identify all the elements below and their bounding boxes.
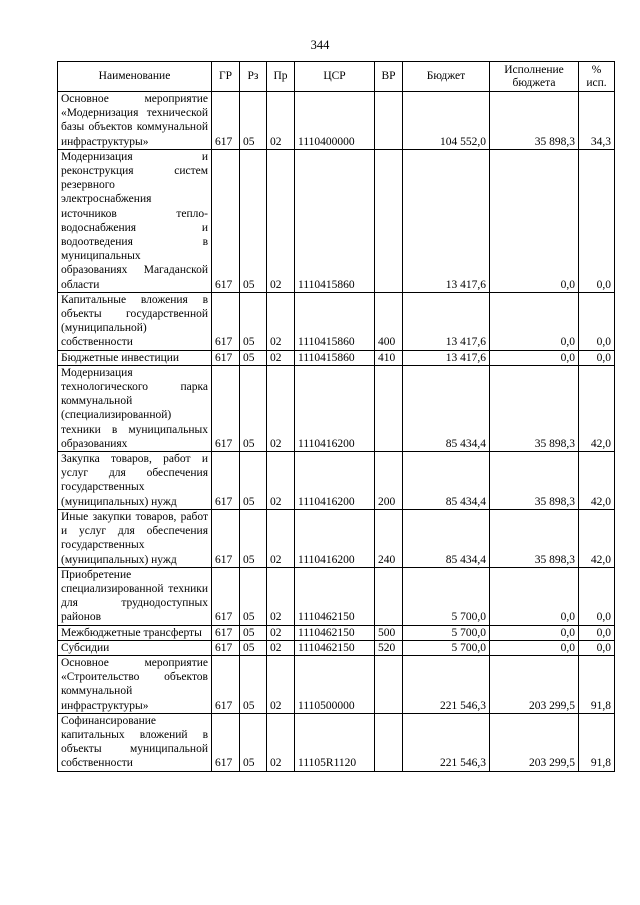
row-vr: 200 (375, 452, 403, 510)
row-vr (375, 92, 403, 150)
row-name: Модернизация технологического парка коммунальной (специализированной) техники в муниципальных образованиях (58, 365, 212, 451)
row-pct: 42,0 (579, 452, 615, 510)
table-row (58, 149, 615, 292)
table-row (58, 713, 615, 771)
row-budget: 13 417,6 (403, 292, 490, 350)
row-name: Основное мероприятие «Модернизация технической базы объектов коммунальной инфраструктуры» (58, 92, 212, 150)
row-gr: 617 (212, 149, 240, 292)
row-rz: 05 (240, 452, 267, 510)
header-name: Наименование (58, 62, 212, 92)
row-csr: 1110415860 (295, 292, 375, 350)
table-row (58, 365, 615, 451)
row-rz: 05 (240, 509, 267, 567)
row-pct: 0,0 (579, 292, 615, 350)
row-exec: 0,0 (490, 292, 579, 350)
row-gr: 617 (212, 509, 240, 567)
table-row (58, 640, 615, 655)
row-pr: 02 (267, 509, 295, 567)
row-name: Основное мероприятие «Строительство объектов коммунальной инфраструктуры» (58, 655, 212, 713)
row-gr: 617 (212, 640, 240, 655)
row-budget: 5 700,0 (403, 640, 490, 655)
row-rz: 05 (240, 149, 267, 292)
row-pr: 02 (267, 350, 295, 365)
row-pct: 91,8 (579, 655, 615, 713)
row-pct: 42,0 (579, 509, 615, 567)
row-rz: 05 (240, 350, 267, 365)
table-row (58, 655, 615, 713)
page-number: 344 (310, 38, 330, 52)
row-name: Межбюджетные трансферты (58, 625, 212, 640)
row-gr: 617 (212, 713, 240, 771)
row-csr: 1110462150 (295, 640, 375, 655)
row-gr: 617 (212, 625, 240, 640)
row-pct: 0,0 (579, 149, 615, 292)
row-vr: 400 (375, 292, 403, 350)
row-csr: 1110416200 (295, 365, 375, 451)
row-exec: 0,0 (490, 567, 579, 625)
row-vr: 410 (375, 350, 403, 365)
row-gr: 617 (212, 365, 240, 451)
row-rz: 05 (240, 292, 267, 350)
row-name: Модернизация и реконструкция систем резервного электроснабжения источников тепло-водоснабжения и водоотведения в муниципальных образованиях Магаданской области (58, 149, 212, 292)
budget-table (57, 61, 615, 772)
table-header-row (58, 62, 615, 92)
row-budget: 13 417,6 (403, 149, 490, 292)
row-budget: 85 434,4 (403, 365, 490, 451)
row-exec: 203 299,5 (490, 713, 579, 771)
row-pr: 02 (267, 149, 295, 292)
row-pct: 91,8 (579, 713, 615, 771)
row-budget: 85 434,4 (403, 452, 490, 510)
header-gr: ГР (212, 62, 240, 92)
row-name: Закупка товаров, работ и услуг для обеспечения государственных (муниципальных) нужд (58, 452, 212, 510)
row-budget: 221 546,3 (403, 713, 490, 771)
row-gr: 617 (212, 452, 240, 510)
row-rz: 05 (240, 713, 267, 771)
row-budget: 5 700,0 (403, 625, 490, 640)
row-pct: 0,0 (579, 567, 615, 625)
row-gr: 617 (212, 292, 240, 350)
row-rz: 05 (240, 625, 267, 640)
table-row (58, 452, 615, 510)
row-pr: 02 (267, 655, 295, 713)
row-budget: 13 417,6 (403, 350, 490, 365)
row-exec: 0,0 (490, 640, 579, 655)
table-row (58, 92, 615, 150)
row-pct: 0,0 (579, 640, 615, 655)
row-name: Капитальные вложения в объекты государственной (муниципальной) собственности (58, 292, 212, 350)
row-name: Приобретение специализированной техники для труднодоступных районов (58, 567, 212, 625)
row-exec: 0,0 (490, 350, 579, 365)
row-name: Бюджетные инвестиции (58, 350, 212, 365)
row-name: Софинансирование капитальных вложений в объекты муниципальной собственности (58, 713, 212, 771)
row-vr (375, 149, 403, 292)
row-pr: 02 (267, 713, 295, 771)
table-row (58, 292, 615, 350)
row-pct: 0,0 (579, 625, 615, 640)
header-pr: Пр (267, 62, 295, 92)
row-budget: 85 434,4 (403, 509, 490, 567)
row-budget: 104 552,0 (403, 92, 490, 150)
row-csr: 1110462150 (295, 567, 375, 625)
row-csr: 11105R1120 (295, 713, 375, 771)
row-pr: 02 (267, 452, 295, 510)
row-csr: 1110415860 (295, 350, 375, 365)
row-vr: 520 (375, 640, 403, 655)
header-exec: Исполнение бюджета (490, 62, 579, 92)
row-exec: 0,0 (490, 625, 579, 640)
row-exec: 35 898,3 (490, 92, 579, 150)
row-pr: 02 (267, 365, 295, 451)
row-rz: 05 (240, 567, 267, 625)
row-gr: 617 (212, 655, 240, 713)
row-exec: 203 299,5 (490, 655, 579, 713)
row-exec: 35 898,3 (490, 509, 579, 567)
row-pr: 02 (267, 625, 295, 640)
row-exec: 0,0 (490, 149, 579, 292)
row-pr: 02 (267, 92, 295, 150)
row-vr (375, 365, 403, 451)
row-rz: 05 (240, 640, 267, 655)
row-csr: 1110416200 (295, 452, 375, 510)
row-pct: 34,3 (579, 92, 615, 150)
row-rz: 05 (240, 365, 267, 451)
row-pct: 42,0 (579, 365, 615, 451)
header-budget: Бюджет (403, 62, 490, 92)
table-row (58, 567, 615, 625)
table-row (58, 509, 615, 567)
row-csr: 1110400000 (295, 92, 375, 150)
row-pr: 02 (267, 567, 295, 625)
header-csr: ЦСР (295, 62, 375, 92)
header-rz: Рз (240, 62, 267, 92)
row-csr: 1110500000 (295, 655, 375, 713)
header-pct: % исп. (579, 62, 615, 92)
row-vr: 240 (375, 509, 403, 567)
table-row (58, 350, 615, 365)
row-pr: 02 (267, 640, 295, 655)
row-vr (375, 567, 403, 625)
row-csr: 1110462150 (295, 625, 375, 640)
row-gr: 617 (212, 350, 240, 365)
row-rz: 05 (240, 655, 267, 713)
row-pr: 02 (267, 292, 295, 350)
row-csr: 1110415860 (295, 149, 375, 292)
row-gr: 617 (212, 567, 240, 625)
header-vr: ВР (375, 62, 403, 92)
row-gr: 617 (212, 92, 240, 150)
table-row (58, 625, 615, 640)
row-name: Субсидии (58, 640, 212, 655)
row-vr (375, 713, 403, 771)
row-budget: 221 546,3 (403, 655, 490, 713)
row-exec: 35 898,3 (490, 365, 579, 451)
row-vr (375, 655, 403, 713)
row-rz: 05 (240, 92, 267, 150)
row-budget: 5 700,0 (403, 567, 490, 625)
row-csr: 1110416200 (295, 509, 375, 567)
row-name: Иные закупки товаров, работ и услуг для обеспечения государственных (муниципальных) нужд (58, 509, 212, 567)
row-vr: 500 (375, 625, 403, 640)
row-pct: 0,0 (579, 350, 615, 365)
row-exec: 35 898,3 (490, 452, 579, 510)
